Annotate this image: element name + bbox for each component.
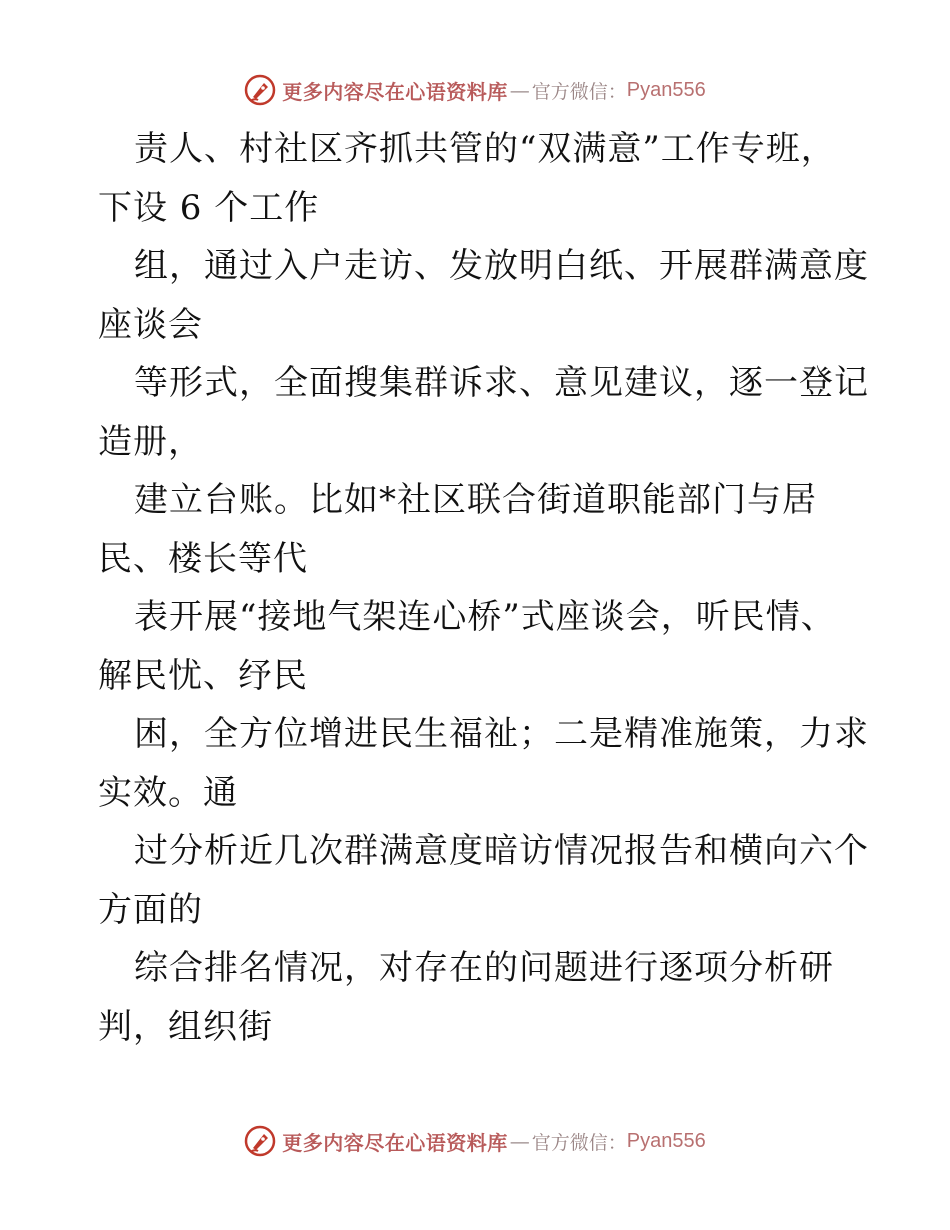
body-line: 困，全方位增进民生福祉；二是精准施策，力求 [134, 714, 869, 754]
body-line: 解民忧、纾民 [98, 655, 308, 696]
body-line: 实效。通 [98, 772, 238, 813]
banner-title: 更多内容尽在心语资料库 [282, 79, 508, 104]
body-line: 表开展“接地气架连心桥”式座谈会，听民情、 [134, 597, 836, 637]
body-line: 座谈会 [98, 304, 203, 345]
banner-wechat-id: Pyan556 [626, 78, 706, 101]
body-line: 过分析近几次群满意度暗访情况报告和横向六个 [134, 831, 869, 871]
body-line: 综合排名情况，对存在的问题进行逐项分析研 [134, 948, 834, 988]
pen-nib-logo-icon [244, 1125, 276, 1157]
banner-dash: — [509, 1129, 530, 1153]
body-line: 方面的 [98, 889, 203, 930]
body-line: 判，组织街 [98, 1006, 273, 1047]
body-line: 下设 6 个工作 [98, 187, 320, 228]
banner-wechat-label: 官方微信： [531, 1131, 627, 1154]
header-banner [0, 70, 950, 110]
banner-wechat-id: Pyan556 [626, 1129, 706, 1152]
body-line: 民、楼长等代 [98, 538, 308, 579]
banner-title: 更多内容尽在心语资料库 [282, 1130, 508, 1155]
banner-wechat-label: 官方微信： [531, 80, 627, 103]
body-line: 造册， [98, 421, 203, 462]
body-line: 等形式，全面搜集群诉求、意见建议，逐一登记 [134, 363, 869, 403]
body-line: 组，通过入户走访、发放明白纸、开展群满意度 [134, 246, 869, 286]
body-line: 建立台账。比如*社区联合街道职能部门与居 [134, 480, 817, 520]
document-body [98, 120, 869, 1056]
banner-dash: — [509, 78, 530, 102]
body-line: 责人、村社区齐抓共管的“双满意”工作专班， [134, 129, 836, 169]
footer-banner [0, 1121, 950, 1161]
pen-nib-logo-icon [244, 74, 276, 106]
